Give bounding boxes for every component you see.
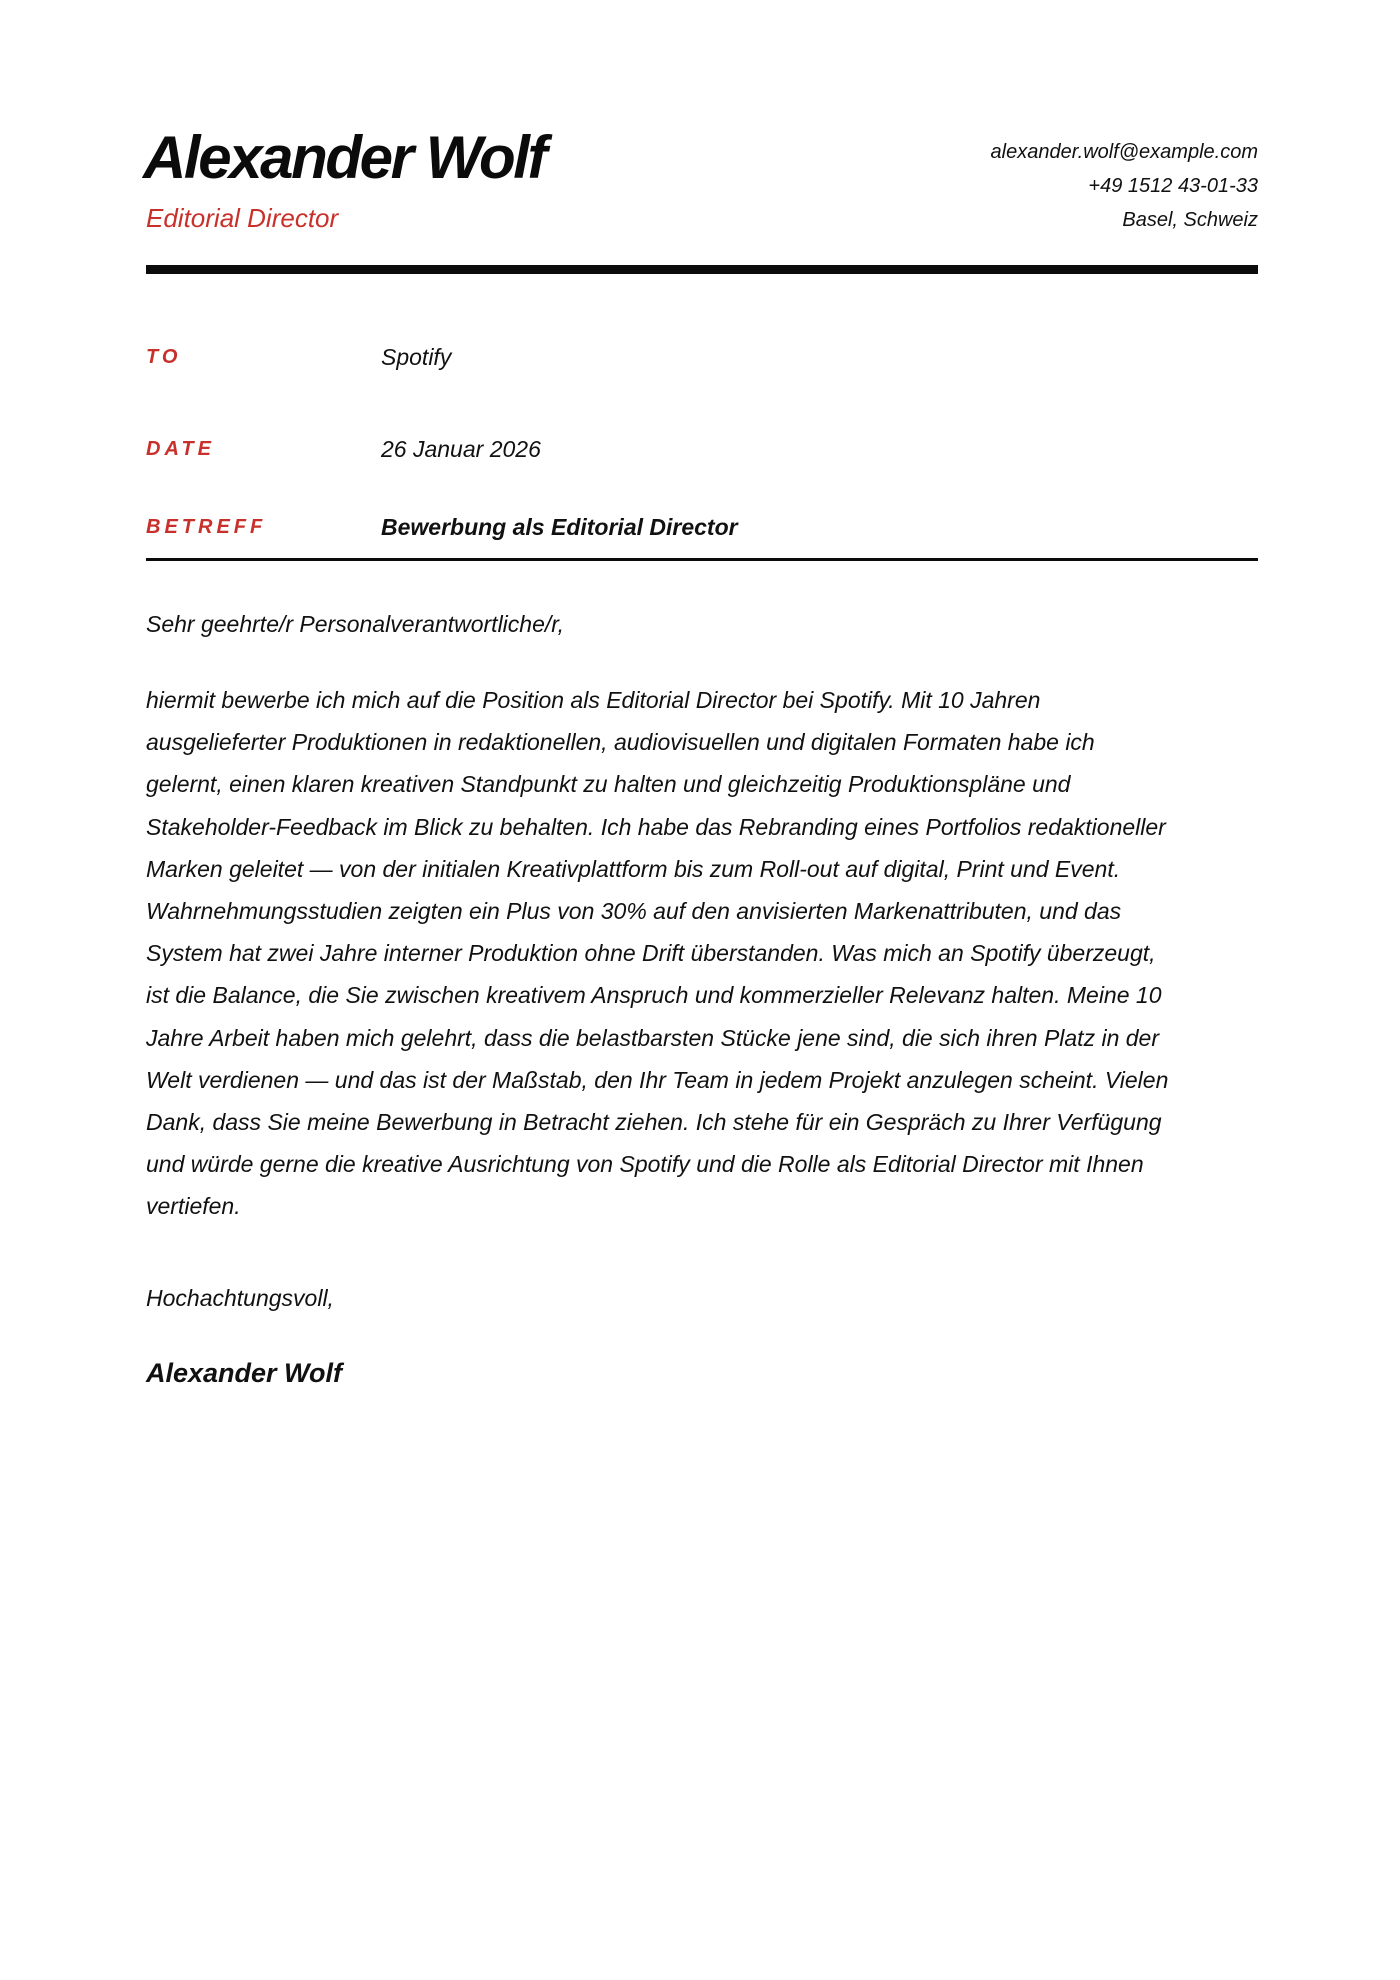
cover-letter-page bbox=[143, 0, 1258, 1980]
body-line: Jahre Arbeit haben mich gelehrt, dass die belastbarsten Stücke jene sind, die sich ihren Platz in der bbox=[146, 1024, 1159, 1051]
sender-name: Alexander Wolf bbox=[143, 124, 546, 191]
to-label: TO bbox=[146, 346, 182, 368]
sender-role: Editorial Director bbox=[146, 203, 339, 233]
subject-label: BETREFF bbox=[146, 516, 267, 538]
body-line: und würde gerne die kreative Ausrichtung von Spotify und die Rolle als Editorial Director mit Ihnen bbox=[146, 1151, 1144, 1178]
body-line: gelernt, einen klaren kreativen Standpunkt zu halten und gleichzeitig Produktionspläne und bbox=[146, 771, 1071, 798]
date-label: DATE bbox=[146, 438, 215, 460]
closing: Hochachtungsvoll, bbox=[146, 1285, 334, 1311]
body-line: ausgelieferter Produktionen in redaktionellen, audiovisuellen und digitalen Formaten habe ich bbox=[146, 729, 1095, 756]
body-line: Marken geleitet — von der initialen Kreativplattform bis zum Roll-out auf digital, Print und Event. bbox=[146, 855, 1121, 882]
body-line: Stakeholder-Feedback im Blick zu behalten. Ich habe das Rebranding eines Portfolios redaktioneller bbox=[146, 813, 1166, 840]
salutation: Sehr geehrte/r Personalverantwortliche/r, bbox=[146, 611, 565, 637]
contact-phone: +49 1512 43-01-33 bbox=[1088, 175, 1258, 197]
date-value: 26 Januar 2026 bbox=[381, 436, 541, 462]
body-line: ist die Balance, die Sie zwischen kreativem Anspruch und kommerzieller Relevanz halten. Meine 10 bbox=[146, 982, 1162, 1009]
contact-block bbox=[991, 135, 1258, 237]
header-divider bbox=[146, 265, 1258, 274]
signature-name: Alexander Wolf bbox=[146, 1358, 343, 1388]
contact-location: Basel, Schweiz bbox=[1122, 209, 1258, 231]
letter-body bbox=[146, 679, 1258, 1228]
meta-divider bbox=[146, 558, 1258, 561]
body-line: Dank, dass Sie meine Bewerbung in Betracht ziehen. Ich stehe für ein Gespräch zu Ihrer Verfügung bbox=[146, 1109, 1162, 1136]
contact-email: alexander.wolf@example.com bbox=[990, 141, 1258, 163]
body-line: Welt verdienen — und das ist der Maßstab, den Ihr Team in jedem Projekt anzulegen scheint. Vielen bbox=[146, 1066, 1169, 1093]
to-value: Spotify bbox=[381, 344, 452, 370]
body-line: vertiefen. bbox=[146, 1193, 241, 1220]
body-line: System hat zwei Jahre interner Produktion ohne Drift überstanden. Was mich an Spotify überzeugt, bbox=[146, 940, 1156, 967]
subject-value: Bewerbung als Editorial Director bbox=[381, 514, 738, 540]
body-line: Wahrnehmungsstudien zeigten ein Plus von 30% auf den anvisierten Markenattributen, und das bbox=[146, 898, 1122, 925]
body-line: hiermit bewerbe ich mich auf die Position als Editorial Director bei Spotify. Mit 10 Jahren bbox=[146, 687, 1041, 713]
letter-header bbox=[143, 124, 1258, 248]
